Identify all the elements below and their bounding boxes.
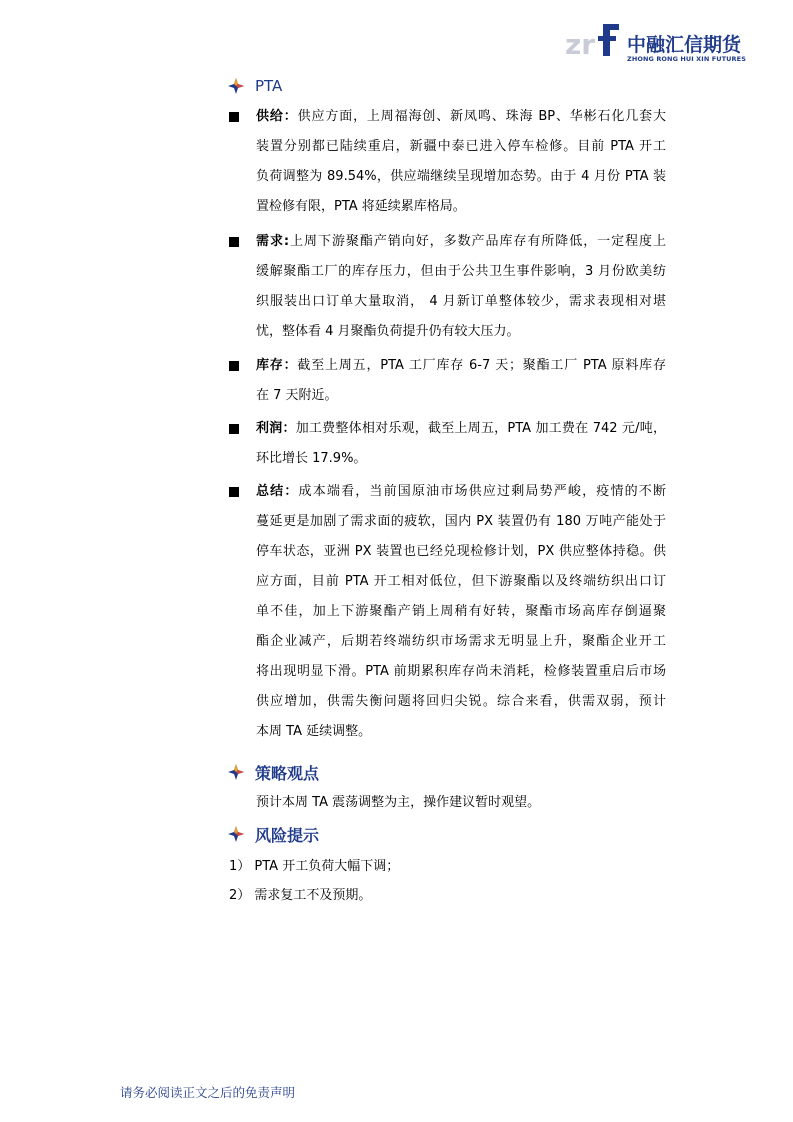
inventory-paragraph bbox=[256, 351, 666, 411]
risk-item-1: 1） PTA 开工负荷大幅下调； bbox=[229, 859, 400, 874]
four-point-star-icon bbox=[227, 763, 245, 781]
summary-line-9: 本周 TA 延续调整。 bbox=[256, 724, 372, 739]
strategy-heading-text: 策略观点 bbox=[255, 763, 320, 783]
logo-chinese-name: 中融汇信期货 bbox=[627, 34, 742, 56]
summary-line-2: 蔓延更是加剧了需求面的疲软，国内 PX 装置仍有 180 万吨产能处于 bbox=[256, 514, 666, 529]
risk-heading bbox=[227, 823, 319, 845]
demand-line-1: 上周下游聚酯产销向好，多数产品库存有所降低，一定程度上 bbox=[289, 234, 666, 249]
strategy-text: 预计本周 TA 震荡调整为主，操作建议暂时观望。 bbox=[256, 795, 541, 810]
pta-heading bbox=[227, 75, 282, 97]
bullet-square-icon bbox=[229, 112, 239, 122]
four-point-star-icon bbox=[227, 825, 245, 843]
risk-item-2: 2） 需求复工不及预期。 bbox=[229, 888, 372, 903]
bullet-square-icon bbox=[229, 237, 239, 247]
supply-line-1: 供应方面，上周福海创、新凤鸣、珠海 BP、华彬石化几套大 bbox=[297, 109, 666, 124]
summary-line-8: 供应增加，供需失衡问题将回归尖锐。综合来看，供需双弱，预计 bbox=[256, 694, 666, 709]
zrf-logo-mark-icon bbox=[565, 20, 623, 62]
summary-paragraph bbox=[256, 477, 666, 747]
summary-line-5: 单不佳，加上下游聚酯产销上周稍有好转，聚酯市场高库存倒逼聚 bbox=[256, 604, 666, 619]
inventory-line-1: 截至上周五，PTA 工厂库存 6-7 天；聚酯工厂 PTA 原料库存 bbox=[297, 358, 666, 373]
four-point-star-icon bbox=[227, 77, 245, 95]
profit-label: 利润： bbox=[256, 421, 296, 436]
demand-line-4: 忧，整体看 4 月聚酯负荷提升仍有较大压力。 bbox=[256, 324, 520, 339]
footer-disclaimer: 请务必阅读正文之后的免责声明 bbox=[120, 1085, 296, 1100]
demand-line-3: 织服装出口订单大量取消， 4 月新订单整体较少，需求表现相对堪 bbox=[256, 294, 666, 309]
supply-line-3: 负荷调整为 89.54%，供应端继续呈现增加态势。由于 4 月份 PTA 装 bbox=[256, 169, 666, 184]
summary-label: 总结： bbox=[256, 484, 299, 499]
supply-label: 供给： bbox=[256, 109, 298, 124]
inventory-line-2: 在 7 天附近。 bbox=[256, 388, 338, 403]
demand-line-2: 缓解聚酯工厂的库存压力，但由于公共卫生事件影响，3 月份欧美纺 bbox=[256, 264, 666, 279]
logo-english-name: ZHONG RONG HUI XIN FUTURES bbox=[627, 55, 746, 63]
summary-line-3: 停车状态，亚洲 PX 装置也已经兑现检修计划，PX 供应整体持稳。供 bbox=[256, 544, 666, 559]
demand-paragraph bbox=[256, 227, 666, 347]
bullet-square-icon bbox=[229, 487, 239, 497]
summary-line-1: 成本端看，当前国原油市场供应过剩局势严峻，疫情的不断 bbox=[298, 484, 666, 499]
profit-line-1: 加工费整体相对乐观，截至上周五，PTA 加工费在 742 元/吨， bbox=[295, 421, 666, 436]
pta-heading-text: PTA bbox=[255, 77, 283, 95]
inventory-label: 库存： bbox=[256, 358, 298, 373]
svg-text:zr: zr bbox=[565, 28, 596, 61]
demand-label: 需求: bbox=[256, 234, 290, 249]
supply-paragraph bbox=[256, 102, 666, 222]
strategy-heading bbox=[227, 761, 319, 783]
summary-line-4: 应方面，目前 PTA 开工相对低位，但下游聚酯以及终端纺织出口订 bbox=[256, 574, 666, 589]
summary-line-6: 酯企业减产，后期若终端纺织市场需求无明显上升，聚酯企业开工 bbox=[256, 634, 666, 649]
profit-paragraph bbox=[256, 414, 666, 474]
supply-line-4: 置检修有限，PTA 将延续累库格局。 bbox=[256, 199, 466, 214]
bullet-square-icon bbox=[229, 424, 239, 434]
bullet-square-icon bbox=[229, 361, 239, 371]
supply-line-2: 装置分别都已陆续重启，新疆中泰已进入停车检修。目前 PTA 开工 bbox=[256, 139, 666, 154]
risk-heading-text: 风险提示 bbox=[255, 825, 320, 845]
company-logo bbox=[565, 20, 745, 62]
profit-line-2: 环比增长 17.9%。 bbox=[256, 451, 367, 466]
summary-line-7: 将出现明显下滑。PTA 前期累积库存尚未消耗，检修装置重启后市场 bbox=[256, 664, 666, 679]
